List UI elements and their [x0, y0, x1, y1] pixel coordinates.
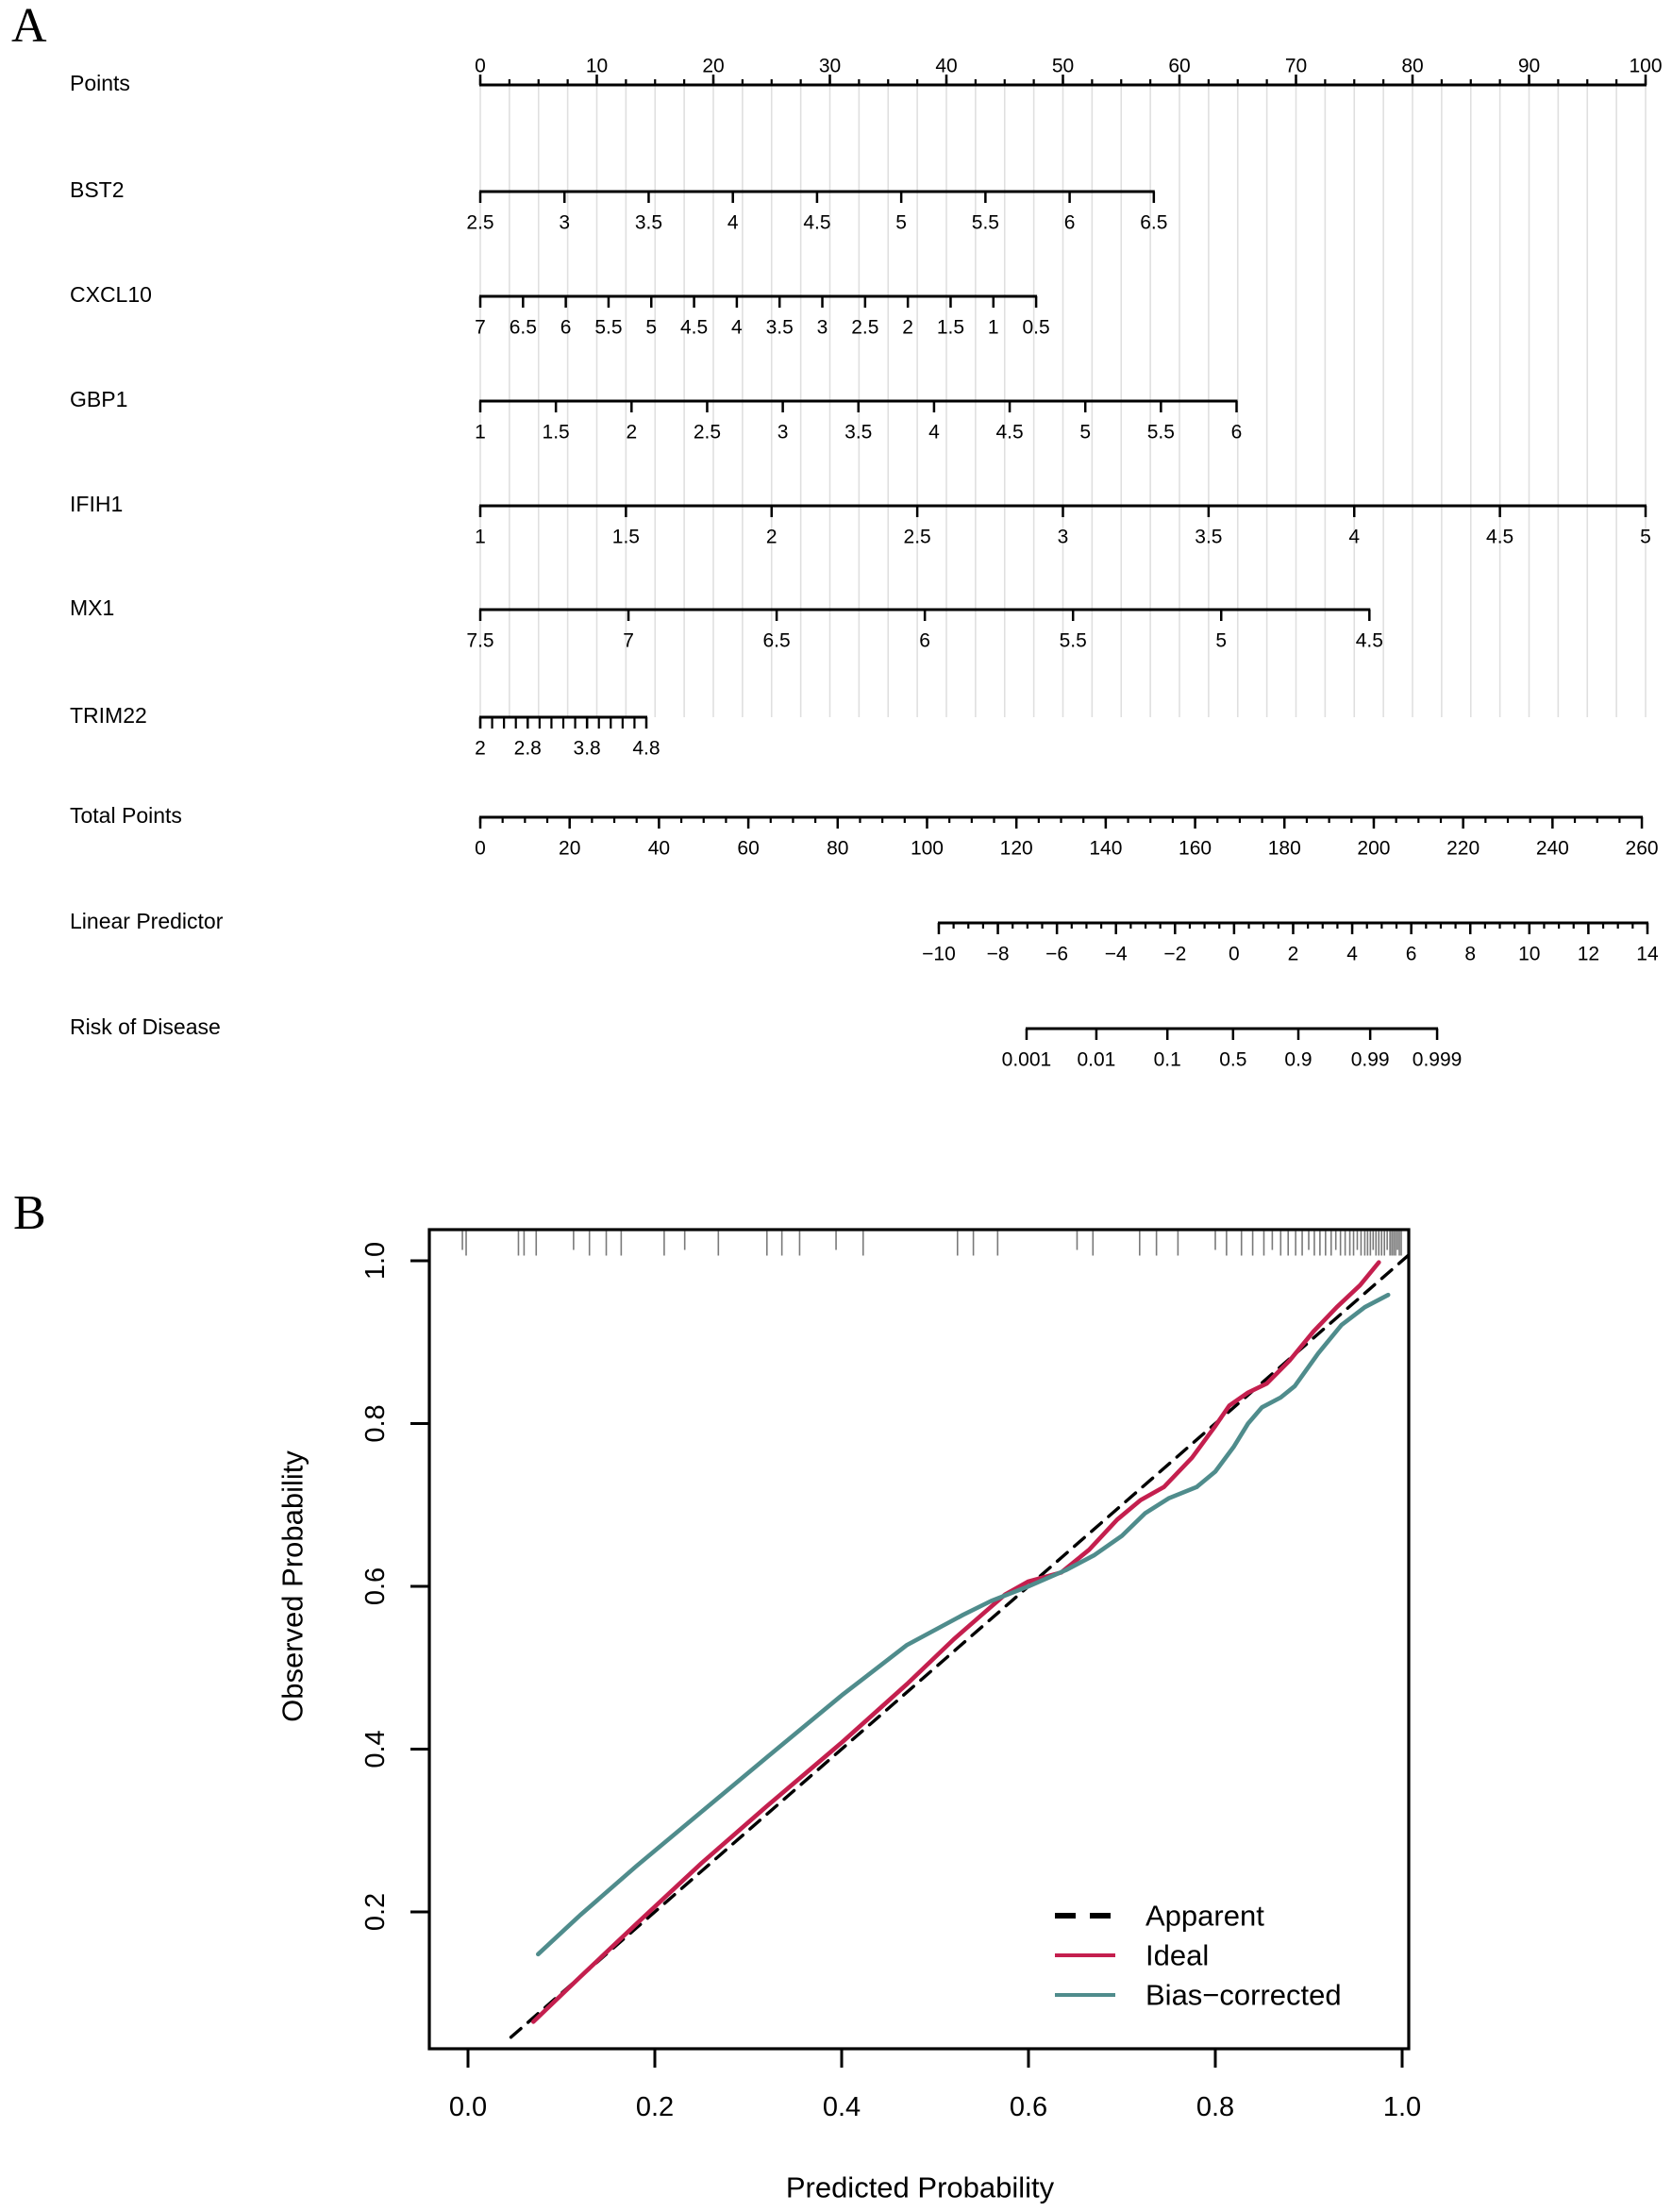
row-label: Total Points [70, 803, 182, 828]
tick-label: 4 [731, 316, 743, 339]
tick-label: 3 [559, 211, 571, 234]
nomogram-row-cxcl10 [70, 282, 1050, 339]
tick-label: 12 [1577, 943, 1600, 965]
nomogram-row-bst2 [70, 177, 1167, 234]
tick-label: 160 [1179, 837, 1212, 860]
tick-label: 5 [1640, 526, 1651, 548]
tick-label: 0 [475, 837, 486, 860]
tick-label: 4 [1346, 943, 1358, 965]
tick-label: 2 [902, 316, 913, 339]
tick-label: 0.1 [1153, 1048, 1181, 1071]
legend [1055, 1900, 1342, 2012]
tick-label: 100 [1629, 55, 1663, 77]
tick-label: 0.5 [1219, 1048, 1247, 1071]
tick-label: 5 [895, 211, 907, 234]
nomogram-row-risk-of-disease [70, 1014, 1462, 1071]
nomogram-row-mx1 [70, 595, 1383, 652]
tick-label: 7 [475, 316, 486, 339]
nomogram-row-trim22 [70, 703, 660, 760]
panel-b-label: B [13, 1186, 46, 1240]
tick-label: 240 [1535, 837, 1569, 860]
tick-label: 0 [1229, 943, 1240, 965]
tick-label: −4 [1104, 943, 1128, 965]
tick-label: 5 [1215, 629, 1228, 652]
calibration-panel [276, 1230, 1430, 2204]
tick-label: 6.5 [1140, 211, 1168, 234]
tick-label: 260 [1625, 837, 1659, 860]
tick-label: 0.9 [1284, 1048, 1313, 1071]
tick-label: 4 [1348, 526, 1361, 548]
tick-label: 2 [765, 526, 777, 548]
panel-a-label: A [11, 0, 47, 53]
tick-label: 0.5 [1022, 316, 1050, 339]
tick-label: 220 [1446, 837, 1480, 860]
tick-label: 4.5 [1486, 526, 1514, 548]
row-label: MX1 [70, 595, 115, 620]
tick-label: 30 [818, 55, 842, 77]
tick-label: 7 [623, 629, 634, 652]
tick-label: 100 [910, 837, 945, 860]
row-label: GBP1 [70, 387, 128, 411]
series-bias-corrected [538, 1295, 1388, 1954]
x-tick-label: 1.0 [1382, 2092, 1422, 2122]
y-tick-label: 0.4 [360, 1730, 391, 1768]
tick-label: 6.5 [509, 316, 537, 339]
tick-label: 1.5 [542, 421, 570, 444]
tick-label: 4 [727, 211, 739, 234]
tick-label: 0.99 [1350, 1048, 1390, 1071]
tick-label: −8 [986, 943, 1010, 965]
row-label: TRIM22 [70, 703, 147, 728]
tick-label: 1 [475, 526, 486, 548]
x-tick-label: 0.6 [1009, 2092, 1048, 2122]
tick-label: 200 [1357, 837, 1391, 860]
tick-label: 2 [1287, 943, 1299, 965]
tick-label: 40 [647, 837, 671, 860]
nomogram-row-points [70, 56, 1663, 96]
y-tick-label: 0.6 [360, 1567, 391, 1606]
tick-label: 2.8 [513, 737, 542, 760]
y-tick-label: 0.8 [360, 1404, 391, 1443]
tick-label: 10 [1518, 943, 1541, 965]
tick-label: −10 [922, 943, 956, 965]
tick-label: 5.5 [971, 211, 999, 234]
tick-label: 1 [987, 316, 999, 339]
tick-label: 7.5 [466, 629, 494, 652]
tick-label: 6 [919, 629, 930, 652]
tick-label: 120 [999, 837, 1033, 860]
legend-label: Bias−corrected [1145, 1978, 1342, 2012]
tick-label: 14 [1636, 943, 1659, 965]
tick-label: 6 [560, 316, 572, 339]
tick-label: 4.5 [1355, 629, 1383, 652]
row-label: Linear Predictor [70, 909, 224, 933]
tick-label: 4.8 [632, 737, 660, 760]
tick-label: 70 [1284, 55, 1308, 77]
tick-label: 80 [1401, 55, 1424, 77]
tick-label: 3 [816, 316, 828, 339]
tick-label: 4 [928, 421, 940, 444]
row-label: Risk of Disease [70, 1014, 221, 1039]
tick-label: 3.5 [1195, 526, 1223, 548]
x-tick-label: 0.0 [448, 2092, 488, 2122]
tick-label: 1 [475, 421, 486, 444]
tick-label: 1.5 [936, 316, 965, 339]
tick-label: 4.5 [803, 211, 831, 234]
tick-label: 4.5 [995, 421, 1024, 444]
tick-label: 5 [1079, 421, 1092, 444]
tick-label: 6 [1230, 421, 1243, 444]
tick-label: 60 [737, 837, 760, 860]
row-label: BST2 [70, 177, 125, 202]
tick-label: 5.5 [1146, 421, 1175, 444]
tick-label: 80 [827, 837, 849, 860]
row-label: Points [70, 71, 130, 95]
tick-label: 0.01 [1077, 1048, 1116, 1071]
tick-label: −6 [1045, 943, 1069, 965]
x-tick-label: 0.8 [1195, 2092, 1235, 2122]
tick-label: 20 [702, 55, 725, 77]
tick-label: 6 [1405, 943, 1417, 965]
tick-label: 140 [1089, 837, 1123, 860]
tick-label: 5.5 [594, 316, 623, 339]
tick-label: 2.5 [466, 211, 494, 234]
tick-label: 2.5 [903, 526, 931, 548]
tick-label: 2.5 [693, 421, 722, 444]
tick-label: 90 [1517, 55, 1541, 77]
series-group [511, 1236, 1430, 2037]
nomogram-row-gbp1 [70, 387, 1242, 444]
x-tick-label: 0.4 [822, 2092, 861, 2122]
nomogram-panel [70, 56, 1663, 1071]
tick-label: 180 [1267, 837, 1301, 860]
tick-label: 0.999 [1412, 1048, 1463, 1071]
tick-label: 8 [1464, 943, 1477, 965]
tick-label: −2 [1163, 943, 1187, 965]
tick-label: 10 [585, 55, 609, 77]
tick-label: 5.5 [1059, 629, 1087, 652]
row-label: IFIH1 [70, 492, 124, 516]
tick-label: 3 [777, 421, 789, 444]
tick-label: 6 [1063, 211, 1076, 234]
row-label: CXCL10 [70, 282, 152, 307]
legend-label: Ideal [1145, 1938, 1210, 1972]
tick-label: 2 [626, 421, 638, 444]
tick-label: 3.5 [844, 421, 873, 444]
rug-marks [462, 1232, 1401, 1256]
y-tick-label: 0.2 [360, 1892, 391, 1932]
nomogram-row-ifih1 [70, 492, 1651, 548]
tick-label: 0 [475, 55, 486, 77]
tick-label: 5 [645, 316, 658, 339]
tick-label: 50 [1051, 55, 1075, 77]
tick-label: 6.5 [762, 629, 791, 652]
tick-label: 20 [559, 837, 581, 860]
tick-label: 40 [935, 55, 958, 77]
legend-label: Apparent [1145, 1899, 1264, 1933]
tick-label: 60 [1168, 55, 1191, 77]
nomogram-row-linear-predictor [70, 909, 1659, 965]
y-tick-label: 1.0 [360, 1241, 391, 1281]
tick-label: 3.5 [765, 316, 794, 339]
tick-label: 0.001 [1001, 1048, 1052, 1071]
tick-label: 1.5 [611, 526, 640, 548]
tick-label: 3.8 [573, 737, 601, 760]
y-axis-title: Observed Probability [276, 1450, 309, 1722]
tick-label: 4.5 [679, 316, 709, 339]
tick-label: 2.5 [851, 316, 879, 339]
tick-label: 3.5 [634, 211, 663, 234]
nomogram-row-total-points [70, 803, 1659, 860]
tick-label: 3 [1057, 526, 1069, 548]
x-axis-title: Predicted Probability [785, 2170, 1055, 2204]
x-tick-label: 0.2 [635, 2092, 675, 2122]
tick-label: 2 [475, 737, 486, 760]
